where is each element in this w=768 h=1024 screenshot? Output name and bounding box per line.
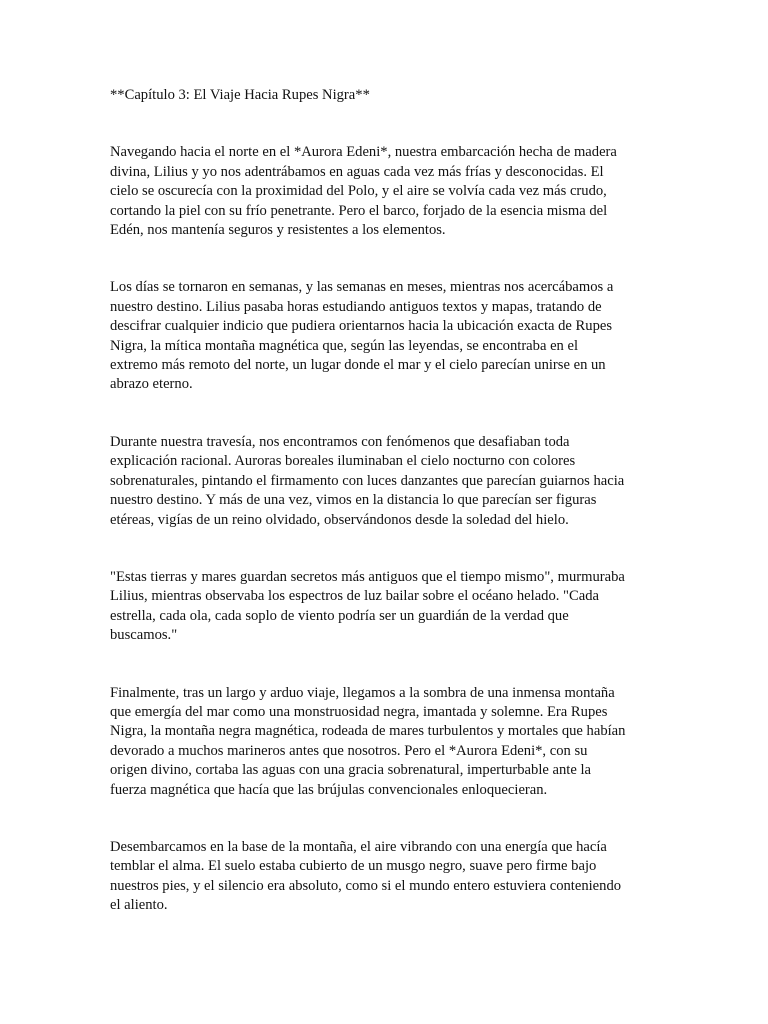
text-line: Durante nuestra travesía, nos encontramos con fenómenos que desafiaban toda — [110, 433, 570, 450]
text-line: Nigra, la mítica montaña magnética que, según las leyendas, se encontraba en el — [110, 337, 579, 354]
text-line: etéreas, vigías de un reino olvidado, observándonos desde la soledad del hielo. — [110, 511, 569, 528]
spacer — [110, 105, 650, 143]
paragraph-spacer — [110, 800, 650, 838]
text-line: nuestro destino. Lilius pasaba horas estudiando antiguos textos y mapas, tratando de — [110, 298, 602, 315]
paragraph — [110, 143, 650, 240]
text-line: el aliento. — [110, 897, 168, 914]
text-line: origen divino, cortaba las aguas con una gracia sobrenatural, imperturbable ante la — [110, 762, 591, 779]
paragraph — [110, 433, 650, 530]
text-line: temblar el alma. El suelo estaba cubierto de un musgo negro, suave pero firme bajo — [110, 858, 597, 875]
text-line: Edén, nos mantenía seguros y resistentes a los elementos. — [110, 222, 446, 239]
text-line: buscamos." — [110, 627, 178, 644]
text-line: cielo se oscurecía con la proximidad del Polo, y el aire se volvía cada vez más crudo, — [110, 183, 607, 200]
text-line: que emergía del mar como una monstruosidad negra, imantada y solemne. Era Rupes — [110, 703, 608, 720]
chapter-body — [110, 143, 650, 915]
text-line: Finalmente, tras un largo y arduo viaje, llegamos a la sombra de una inmensa montaña — [110, 684, 615, 701]
text-line: nuestros pies, y el silencio era absoluto, como si el mundo entero estuviera conteniendo — [110, 877, 622, 894]
text-line: fuerza magnética que hacía que las brújulas convencionales enloquecieran. — [110, 781, 548, 798]
paragraph — [110, 838, 650, 916]
text-line: Los días se tornaron en semanas, y las semanas en meses, mientras nos acercábamos a — [110, 279, 614, 296]
text-line: descifrar cualquier indicio que pudiera orientarnos hacia la ubicación exacta de Rupes — [110, 318, 613, 335]
paragraph-spacer — [110, 240, 650, 278]
document-page — [110, 86, 650, 916]
text-line: Desembarcamos en la base de la montaña, el aire vibrando con una energía que hacía — [110, 838, 607, 855]
text-line: abrazo eterno. — [110, 376, 193, 393]
text-line: "Estas tierras y mares guardan secretos más antiguos que el tiempo mismo", murmuraba — [110, 568, 625, 585]
text-line: Navegando hacia el norte en el *Aurora Edeni*, nuestra embarcación hecha de madera — [110, 144, 617, 161]
text-line: Lilius, mientras observaba los espectros de luz bailar sobre el océano helado. "Cada — [110, 588, 600, 605]
paragraph — [110, 684, 650, 800]
chapter-title: **Capítulo 3: El Viaje Hacia Rupes Nigra** — [110, 87, 370, 103]
text-line: devorado a muchos marineros antes que nosotros. Pero el *Aurora Edeni*, con su — [110, 742, 588, 759]
paragraph — [110, 278, 650, 394]
paragraph — [110, 568, 650, 646]
text-line: estrella, cada ola, cada soplo de viento podría ser un guardián de la verdad que — [110, 607, 569, 624]
text-line: cortando la piel con su frío penetrante. Pero el barco, forjado de la esencia misma del — [110, 202, 608, 219]
paragraph-spacer — [110, 646, 650, 684]
text-line: divina, Lilius y yo nos adentrábamos en aguas cada vez más frías y desconocidas. El — [110, 163, 604, 180]
text-line: sobrenaturales, pintando el firmamento con luces danzantes que parecían guiarnos hacia — [110, 472, 625, 489]
text-line: Nigra, la montaña negra magnética, rodeada de mares turbulentos y mortales que habían — [110, 723, 626, 740]
paragraph-spacer — [110, 395, 650, 433]
text-line: nuestro destino. Y más de una vez, vimos en la distancia lo que parecían ser figuras — [110, 492, 597, 509]
text-line: extremo más remoto del norte, un lugar donde el mar y el cielo parecían unirse en un — [110, 357, 606, 374]
text-line: explicación racional. Auroras boreales iluminaban el cielo nocturno con colores — [110, 453, 576, 470]
paragraph-spacer — [110, 530, 650, 568]
